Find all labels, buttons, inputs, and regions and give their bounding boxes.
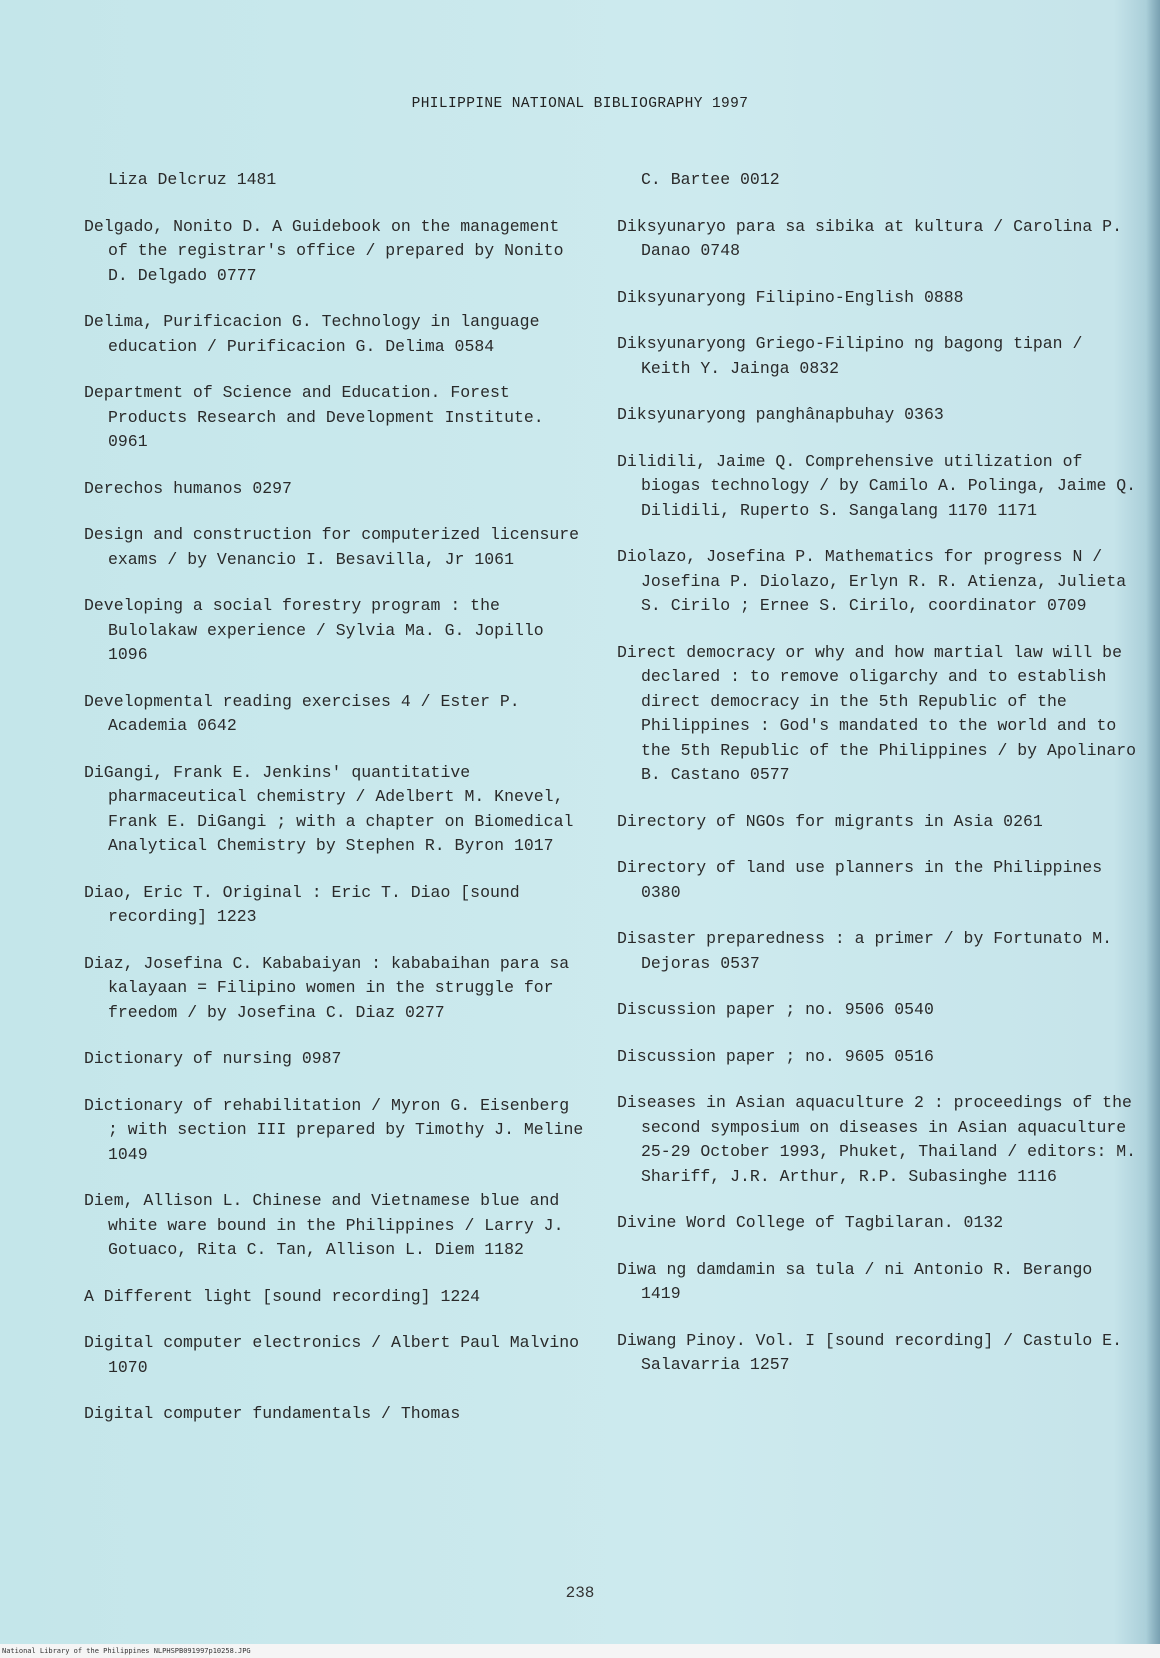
bibliography-entry: Diolazo, Josefina P. Mathematics for progress N / Josefina P. Diolazo, Erlyn R. R. Atienza, Julieta S. Cirilo ; Ernee S. Cirilo, coordinator 0709 (617, 547, 1127, 615)
bibliography-entry: Dilidili, Jaime Q. Comprehensive utilization of biogas technology / by Camilo A. Polinga, Jaime Q. Dilidili, Ruperto S. Sangalang 1170 1171 (617, 451, 1137, 520)
bibliography-entry: Diaz, Josefina C. Kababaiyan : kababaihan para sa kalayaan = Filipino women in the struggle for freedom / by Josefina C. Diaz 0277 (84, 953, 570, 1022)
bibliography-entry: Diao, Eric T. Original : Eric T. Diao [sound recording] 1223 (84, 882, 520, 926)
scan-footer: National Library of the Philippines NLPHSPB091997p10258.JPG (0, 1644, 1160, 1658)
bibliography-entry: Developing a social forestry program : the Bulolakaw experience / Sylvia Ma. G. Jopillo 1096 (84, 596, 544, 664)
bibliography-entry: Delgado, Nonito D. A Guidebook on the management of the registrar's office / prepared by Nonito D. Delgado 0777 (84, 216, 564, 285)
bibliography-entry: Diwa ng damdamin sa tula / ni Antonio R. Berango 1419 (617, 1259, 1093, 1303)
bibliography-entry: Design and construction for computerized licensure exams / by Venancio I. Besavilla, Jr 1061 (84, 525, 580, 569)
right-column (617, 168, 1137, 1400)
bibliography-entry: Digital computer electronics / Albert Paul Malvino 1070 (84, 1333, 580, 1377)
bibliography-entry: Derechos humanos 0297 (84, 478, 292, 498)
bibliography-entry: Directory of NGOs for migrants in Asia 0261 (617, 811, 1043, 831)
bibliography-entry: Department of Science and Education. Forest Products Research and Development Institute. 0961 (84, 383, 544, 451)
page-number: 238 (565, 1584, 595, 1602)
bibliography-entry: Digital computer fundamentals / Thomas (84, 1404, 461, 1423)
bibliography-entry: Divine Word College of Tagbilaran. 0132 (617, 1213, 1004, 1232)
bibliography-entry: Diseases in Asian aquaculture 2 : proceedings of the second symposium on diseases in Asian aquaculture 25-29 October 1993, Phuket, Thailand / editors: M. Shariff, J.R. Arthur, R.P. Subasinghe 1116 (617, 1093, 1137, 1186)
bibliography-entry: Discussion paper ; no. 9506 0540 (617, 1000, 934, 1019)
bibliography-entry: A Different light [sound recording] 1224 (84, 1286, 481, 1306)
bibliography-entry: Diwang Pinoy. Vol. I [sound recording] / Castulo E. Salavarria 1257 (617, 1330, 1122, 1374)
page-header: PHILIPPINE NATIONAL BIBLIOGRAPHY 1997 (411, 96, 749, 112)
bibliography-entry: Diksyunaryong Griego-Filipino ng bagong tipan / Keith Y. Jainga 0832 (617, 334, 1083, 378)
bibliography-entry: Diem, Allison L. Chinese and Vietnamese blue and white ware bound in the Philippines / Larry J. Gotuaco, Rita C. Tan, Allison L. Diem 1182 (84, 1191, 564, 1259)
bibliography-entry: Liza Delcruz 1481 (108, 170, 277, 189)
bibliography-entry: Diksyunaryong panghânapbuhay 0363 (617, 405, 944, 424)
bibliography-entry: Discussion paper ; no. 9605 0516 (617, 1046, 934, 1066)
bibliography-entry: Diksyunaryo para sa sibika at kultura / Carolina P. Danao 0748 (617, 216, 1122, 260)
bibliography-entry: Disaster preparedness : a primer / by Fortunato M. Dejoras 0537 (617, 929, 1113, 973)
bibliography-entry: Diksyunaryong Filipino-English 0888 (617, 287, 964, 307)
bibliography-entry: DiGangi, Frank E. Jenkins' quantitative pharmaceutical chemistry / Adelbert M. Knevel, Frank E. DiGangi ; with a chapter on Biomedical Analytical Chemistry by Stephen R. Byron 1017 (84, 762, 574, 855)
left-column (84, 168, 584, 1449)
bibliography-entry: Directory of land use planners in the Philippines 0380 (617, 858, 1103, 902)
bibliography-entry: Delima, Purificacion G. Technology in language education / Purificacion G. Delima 0584 (84, 312, 540, 356)
bibliography-entry: Developmental reading exercises 4 / Ester P. Academia 0642 (84, 691, 520, 735)
bibliography-entry: Dictionary of rehabilitation / Myron G. Eisenberg ; with section III prepared by Timothy J. Meline 1049 (84, 1095, 584, 1164)
bibliography-entry: Dictionary of nursing 0987 (84, 1049, 342, 1068)
bibliography-entry: Direct democracy or why and how martial law will be declared : to remove oligarchy and to establish direct democracy in the 5th Republic of the Philippines : God's mandated to the world and to the 5th Republic of the Philippines / by Apolinaro B. Castano 0577 (617, 642, 1137, 784)
page-edge-shadow (1146, 0, 1160, 1658)
bibliography-entry: C. Bartee 0012 (641, 170, 780, 189)
